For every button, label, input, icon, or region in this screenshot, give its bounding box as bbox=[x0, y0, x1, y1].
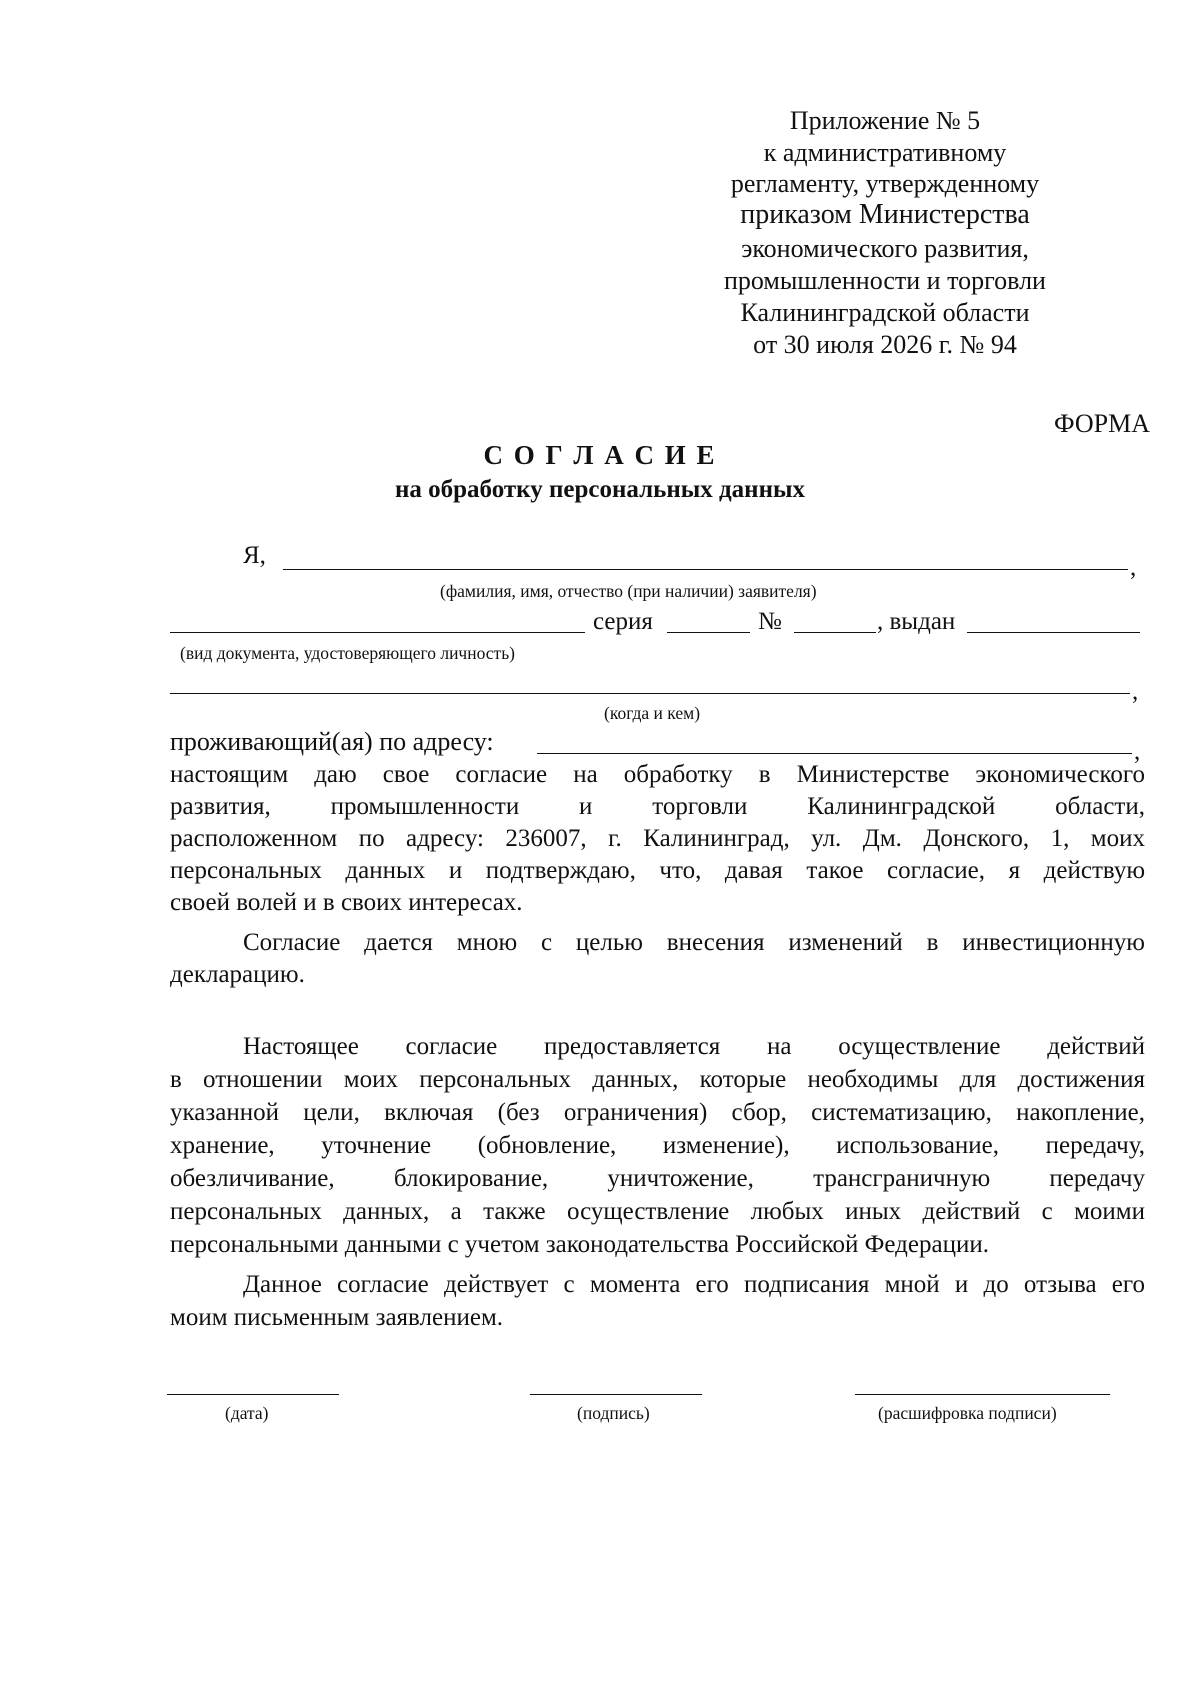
paragraph-line: расположенном по адресу: 236007, г. Калининград, ул. Дм. Донского, 1, моих bbox=[170, 825, 1145, 852]
comma: , bbox=[1132, 678, 1139, 705]
series-label: серия bbox=[593, 608, 653, 635]
paragraph-line: в отношении моих персональных данных, которые необходимы для достижения bbox=[170, 1066, 1145, 1093]
document-caption: (вид документа, удостоверяющего личность) bbox=[180, 643, 516, 663]
paragraph-line: хранение, уточнение (обновление, изменение), использование, передачу, bbox=[170, 1132, 1145, 1159]
header-line: экономического развития, bbox=[741, 234, 1029, 263]
header-line: от 30 июля 2026 г. № 94 bbox=[753, 330, 1017, 359]
address-input-line[interactable] bbox=[537, 753, 1132, 754]
paragraph-line: указанной цели, включая (без ограничения) сбор, систематизацию, накопление, bbox=[170, 1099, 1145, 1126]
i-prefix: Я, bbox=[243, 542, 266, 569]
form-label: ФОРМА bbox=[1054, 409, 1150, 438]
paragraph-line: развития, промышленности и торговли Калининградской области, bbox=[170, 793, 1145, 820]
signature-decoding-caption: (расшифровка подписи) bbox=[878, 1403, 1057, 1423]
paragraph-line: своей волей и в своих интересах. bbox=[170, 889, 523, 916]
paragraph-line: персональными данными с учетом законодательства Российской Федерации. bbox=[170, 1231, 989, 1258]
signature-caption: (подпись) bbox=[577, 1403, 650, 1423]
signature-input-line[interactable] bbox=[530, 1394, 702, 1395]
paragraph-line: персональных данных, а также осуществление любых иных действий с моими bbox=[170, 1198, 1145, 1225]
header-line: приказом Министерства bbox=[740, 199, 1030, 230]
signature-decoding-input-line[interactable] bbox=[855, 1394, 1110, 1395]
fio-input-line[interactable] bbox=[283, 569, 1128, 570]
document-type-input-line[interactable] bbox=[170, 632, 585, 633]
address-label: проживающий(ая) по адресу: bbox=[170, 727, 494, 756]
number-label: № bbox=[758, 608, 782, 635]
date-input-line[interactable] bbox=[167, 1394, 339, 1395]
header-line: к административному bbox=[763, 138, 1007, 167]
comma: , bbox=[1130, 554, 1137, 581]
paragraph-line: Согласие дается мною с целью внесения изменений в инвестиционную bbox=[243, 929, 1145, 956]
comma: , bbox=[1134, 738, 1141, 765]
paragraph-line: Данное согласие действует с момента его подписания мной и до отзыва его bbox=[243, 1271, 1145, 1298]
fio-caption: (фамилия, имя, отчество (при наличии) заявителя) bbox=[440, 581, 817, 601]
paragraph-line: моим письменным заявлением. bbox=[170, 1304, 504, 1331]
header-line: Приложение № 5 bbox=[789, 106, 981, 135]
issued-when-by-input-line[interactable] bbox=[170, 693, 1130, 694]
date-caption: (дата) bbox=[225, 1403, 269, 1423]
number-input-line[interactable] bbox=[794, 632, 876, 633]
paragraph-line: Настоящее согласие предоставляется на осуществление действий bbox=[243, 1033, 1145, 1060]
paragraph-line: декларацию. bbox=[170, 961, 305, 988]
issued-label: , выдан bbox=[877, 608, 956, 635]
header-line: регламенту, утвержденному bbox=[730, 169, 1040, 198]
document-subtitle: на обработку персональных данных bbox=[395, 476, 805, 503]
paragraph-line: настоящим даю свое согласие на обработку в Министерстве экономического bbox=[170, 761, 1145, 788]
document-title: С О Г Л А С И Е bbox=[483, 440, 717, 470]
when-caption: (когда и кем) bbox=[604, 703, 701, 723]
paragraph-line: обезличивание, блокирование, уничтожение, трансграничную передачу bbox=[170, 1165, 1145, 1192]
paragraph-line: персональных данных и подтверждаю, что, давая такое согласие, я действую bbox=[170, 857, 1145, 884]
header-line: Калининградской области bbox=[740, 298, 1030, 327]
header-line: промышленности и торговли bbox=[724, 266, 1046, 295]
series-input-line[interactable] bbox=[667, 632, 750, 633]
issued-input-line[interactable] bbox=[967, 632, 1140, 633]
